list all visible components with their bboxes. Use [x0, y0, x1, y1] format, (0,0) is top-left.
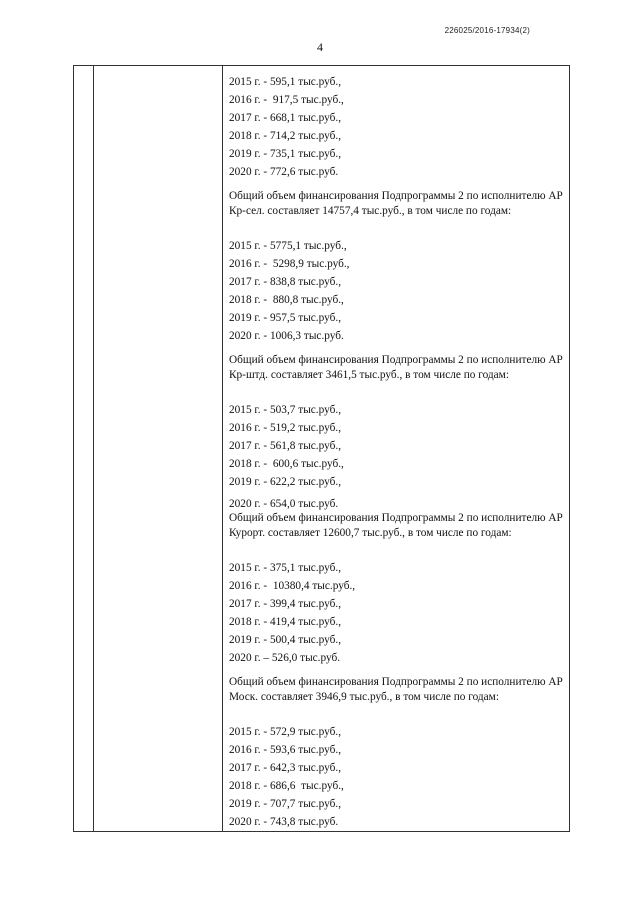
financing-paragraph: Общий объем финансирования Подпрограммы 2 по исполнителю АР Кр-штд. составляет 3461,5 тыс.руб., в том числе по годам:	[229, 354, 563, 381]
year-line: 2016 г. - 10380,4 тыс.руб.,	[229, 580, 356, 592]
column-divider-2	[222, 66, 223, 831]
year-line: 2018 г. - 880,8 тыс.руб.,	[229, 294, 344, 306]
year-line: 2018 г. - 600,6 тыс.руб.,	[229, 458, 344, 470]
year-line: 2016 г. - 917,5 тыс.руб.,	[229, 94, 344, 106]
year-line: 2015 г. - 375,1 тыс.руб.,	[229, 562, 342, 574]
year-line: 2016 г. - 519,2 тыс.руб.,	[229, 422, 342, 434]
financing-paragraph: Общий объем финансирования Подпрограммы 2 по исполнителю АР Курорт. составляет 12600,7 тыс.руб., в том числе по годам:	[229, 512, 563, 539]
year-line: 2017 г. - 561,8 тыс.руб.,	[229, 440, 342, 452]
year-line: 2016 г. - 5298,9 тыс.руб.,	[229, 258, 350, 270]
financing-table	[73, 65, 570, 832]
financing-paragraph: Общий объем финансирования Подпрограммы 2 по исполнителю АР Моск. составляет 3946,9 тыс.руб., в том числе по годам:	[229, 676, 563, 703]
year-line: 2019 г. - 500,4 тыс.руб.,	[229, 634, 342, 646]
year-line: 2015 г. - 595,1 тыс.руб.,	[229, 76, 342, 88]
year-line: 2020 г. - 1006,3 тыс.руб.	[229, 330, 344, 342]
year-line: 2015 г. - 503,7 тыс.руб.,	[229, 404, 342, 416]
year-line: 2019 г. - 622,2 тыс.руб.,	[229, 476, 342, 488]
year-line: 2017 г. - 399,4 тыс.руб.,	[229, 598, 342, 610]
year-line: 2018 г. - 714,2 тыс.руб.,	[229, 130, 342, 142]
year-line: 2016 г. - 593,6 тыс.руб.,	[229, 744, 342, 756]
year-line: 2018 г. - 686,6 тыс.руб.,	[229, 780, 344, 792]
year-line: 2020 г. - 772,6 тыс.руб.	[229, 166, 339, 178]
year-line: 2019 г. - 957,5 тыс.руб.,	[229, 312, 342, 324]
column-divider-1	[93, 66, 94, 831]
year-line: 2020 г. - 654,0 тыс.руб.	[229, 498, 339, 510]
document-id: 226025/2016-17934(2)	[444, 26, 530, 35]
year-line: 2019 г. - 735,1 тыс.руб.,	[229, 148, 342, 160]
page-number: 4	[317, 40, 323, 54]
year-line: 2017 г. - 838,8 тыс.руб.,	[229, 276, 342, 288]
year-line: 2020 г. – 526,0 тыс.руб.	[229, 652, 341, 664]
year-line: 2017 г. - 668,1 тыс.руб.,	[229, 112, 342, 124]
year-line: 2018 г. - 419,4 тыс.руб.,	[229, 616, 342, 628]
year-line: 2019 г. - 707,7 тыс.руб.,	[229, 798, 342, 810]
year-line: 2017 г. - 642,3 тыс.руб.,	[229, 762, 342, 774]
year-line: 2015 г. - 5775,1 тыс.руб.,	[229, 240, 347, 252]
financing-cell	[229, 73, 564, 831]
financing-paragraph: Общий объем финансирования Подпрограммы 2 по исполнителю АР Кр-сел. составляет 14757,4 тыс.руб., в том числе по годам:	[229, 190, 563, 217]
year-line: 2015 г. - 572,9 тыс.руб.,	[229, 726, 342, 738]
year-line: 2020 г. - 743,8 тыс.руб.	[229, 816, 339, 828]
